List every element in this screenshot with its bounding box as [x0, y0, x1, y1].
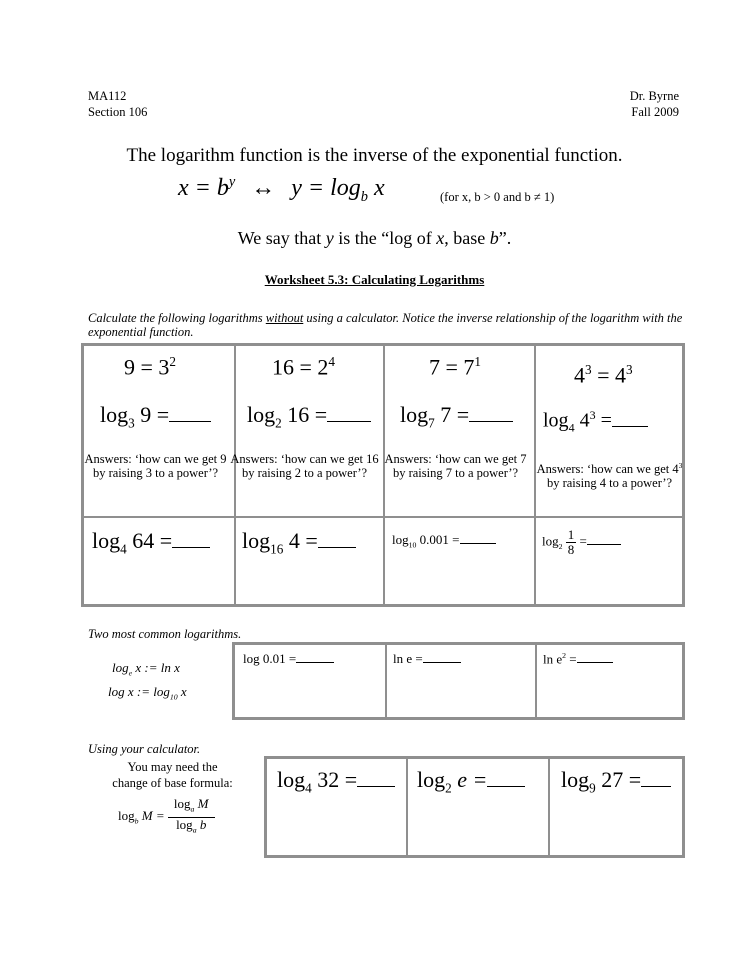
log-question-6	[242, 528, 356, 557]
term: Fall 2009	[631, 105, 679, 119]
common-log-question-3	[543, 651, 613, 667]
log-definition-sentence	[0, 228, 749, 249]
lq1-sub: 3	[128, 415, 135, 431]
cq1-sub: 4	[305, 780, 312, 796]
log-question-5	[92, 528, 210, 557]
calc-question-3	[561, 767, 671, 796]
common-log-definition	[108, 684, 187, 702]
answer-blank[interactable]	[357, 786, 395, 787]
exp3-sup: 1	[474, 354, 482, 369]
answer-blank[interactable]	[318, 547, 356, 548]
log-question-7	[392, 532, 496, 550]
formula-right-base: b	[360, 188, 368, 205]
lq6-sub: 16	[270, 541, 284, 557]
exp-equation-3	[429, 354, 481, 380]
exp4-base: 4	[574, 362, 585, 388]
cq2-arg: e =	[451, 767, 488, 792]
lq4-tail: =	[595, 409, 612, 432]
common-logs-label: Two most common logarithms.	[88, 627, 242, 641]
formula-right: y = log	[291, 175, 361, 201]
def2-pre: log x := log	[108, 684, 170, 699]
hint-1: Answers: ‘how can we get 9 by raising 3 to a power’?	[84, 452, 227, 480]
log-question-8	[542, 528, 621, 557]
answer-blank[interactable]	[587, 544, 621, 545]
exp4-mid: = 4	[591, 362, 627, 388]
natural-log-definition	[112, 660, 180, 678]
hint-4	[532, 459, 687, 490]
instructions	[88, 311, 683, 339]
lq4-sub: 4	[568, 420, 575, 435]
say-x: x	[436, 228, 445, 248]
exp-equation-1	[124, 354, 176, 380]
equivalence-arrow: ↔	[251, 175, 276, 201]
cb-num-post: M	[194, 796, 209, 811]
formula-left-exponent: y	[228, 174, 236, 190]
cq3-sub: 9	[589, 780, 596, 796]
cb-lhs-pre: log	[118, 808, 135, 824]
lq2-sub: 2	[275, 415, 282, 431]
domain-condition: (for x, b > 0 and b ≠ 1)	[440, 190, 555, 204]
cl1-text: log 0.01 =	[243, 651, 297, 666]
cq1-pre: log	[277, 767, 306, 792]
exp2-sup: 4	[328, 354, 336, 369]
cq1-arg: 32 =	[311, 767, 358, 792]
formula-right-arg: x	[367, 175, 385, 201]
cq2-pre: log	[417, 767, 446, 792]
lq4-pre: log	[543, 409, 569, 432]
calc-question-1	[277, 767, 395, 796]
hint-2: Answers: ‘how can we get 16 by raising 2 to a power’?	[230, 452, 379, 480]
fraction-one-eighth	[566, 528, 577, 557]
lq3-sub: 7	[428, 415, 435, 431]
lq7-sub: 10	[408, 540, 417, 550]
cq3-arg: 27 =	[595, 767, 642, 792]
calc-question-2	[417, 767, 525, 796]
common-logs-table	[232, 642, 685, 720]
cl3-pre: ln e	[543, 651, 563, 667]
calculator-table	[264, 756, 685, 858]
def1-sub: e	[128, 668, 133, 678]
common-log-question-1	[243, 651, 334, 667]
lq3-pre: log	[400, 402, 429, 427]
lq5-pre: log	[92, 528, 121, 553]
intro-statement: The logarithm function is the inverse of the exponential function.	[126, 145, 623, 166]
cl3-tail: =	[566, 651, 577, 667]
say-y: y	[325, 228, 334, 248]
common-log-question-2	[393, 651, 461, 667]
change-of-base-note-1: You may need the	[127, 760, 218, 774]
exp2-base: 16 = 2	[272, 354, 329, 380]
hint4-post: by raising 4 to a power’?	[546, 476, 673, 491]
answer-blank[interactable]	[327, 421, 371, 422]
def2-post: x	[177, 684, 187, 699]
lq2-pre: log	[247, 402, 276, 427]
cq3-pre: log	[561, 767, 590, 792]
change-of-base-note-2: change of base formula:	[112, 776, 233, 790]
hint4-sup: 3	[678, 461, 683, 470]
lq7-pre: log	[392, 532, 409, 547]
lq5-sub: 4	[120, 541, 127, 557]
instructions-part1: Calculate the following logarithms	[88, 311, 266, 325]
inverse-formula	[178, 174, 385, 206]
instructor-name: Dr. Byrne	[629, 89, 679, 103]
log-question-3	[400, 402, 513, 431]
answer-blank[interactable]	[469, 421, 513, 422]
answer-blank[interactable]	[641, 786, 671, 787]
answer-blank[interactable]	[612, 426, 648, 427]
exp-equation-2	[272, 354, 335, 380]
say-base: , base	[444, 228, 490, 248]
cl3-sup: 2	[562, 651, 567, 660]
formula-left: x = b	[178, 175, 229, 201]
exp1-sup: 2	[169, 354, 177, 369]
lq7-arg: 0.001 =	[416, 532, 460, 547]
exp1-base: 9 = 3	[124, 354, 170, 380]
log-question-4	[543, 408, 648, 436]
lq1-arg: 9 =	[134, 402, 170, 427]
course-code: MA112	[88, 89, 127, 103]
lq2-arg: 16 =	[281, 402, 328, 427]
say-prefix: We say that	[237, 228, 326, 248]
answer-blank[interactable]	[577, 662, 613, 663]
lq6-pre: log	[242, 528, 271, 553]
logarithm-table	[81, 343, 685, 607]
lq5-arg: 64 =	[126, 528, 173, 553]
cb-den-pre: log	[176, 816, 193, 832]
log-question-1	[100, 402, 211, 431]
lq6-arg: 4 =	[283, 528, 318, 553]
cb-num-sub: a	[190, 804, 195, 814]
say-mid: is the “log of	[333, 228, 437, 248]
lq8-pre: log	[542, 533, 559, 549]
section-number: Section 106	[88, 105, 148, 119]
cb-lhs-post: M =	[138, 808, 165, 824]
lq3-arg: 7 =	[434, 402, 470, 427]
def2-sub: 10	[169, 692, 178, 702]
instructions-emphasis: without	[265, 311, 304, 325]
hint-3: Answers: ‘how can we get 7 by raising 7 to a power’?	[384, 452, 527, 480]
lq8-den: 8	[567, 542, 575, 557]
answer-blank[interactable]	[172, 547, 210, 548]
hint4-pre: Answers: ‘how can we get 4	[536, 462, 679, 477]
lq1-pre: log	[100, 402, 129, 427]
answer-blank[interactable]	[460, 543, 496, 544]
say-b: b	[489, 228, 499, 248]
lq8-tail: =	[576, 533, 587, 549]
lq4-sup: 3	[589, 408, 596, 422]
lq4-arg: 4	[574, 409, 590, 432]
worksheet-title: Worksheet 5.3: Calculating Logarithms	[264, 272, 485, 287]
change-of-base-fraction	[168, 797, 215, 837]
cb-num-pre: log	[173, 796, 191, 811]
exp4-sup-a: 3	[585, 362, 592, 377]
cb-lhs-sub: b	[134, 816, 139, 826]
lq8-sub: 2	[558, 542, 563, 552]
instructions-part2: using a calculator. Notice the inverse relationship of the logarithm with the exponential function.	[88, 311, 683, 339]
answer-blank[interactable]	[487, 786, 525, 787]
exp-equation-4	[574, 362, 633, 388]
change-of-base-formula	[118, 797, 215, 837]
answer-blank[interactable]	[423, 662, 461, 663]
answer-blank[interactable]	[169, 421, 211, 422]
def1-pre: log	[112, 660, 129, 675]
log-question-2	[247, 402, 371, 431]
lq8-num: 1	[567, 527, 575, 542]
say-end: ”.	[498, 228, 512, 248]
cb-den-post: b	[196, 816, 207, 832]
cq2-sub: 2	[445, 780, 452, 796]
answer-blank[interactable]	[296, 662, 334, 663]
cl2-text: ln e =	[393, 651, 423, 666]
def1-post: x := ln x	[132, 660, 180, 675]
exp4-sup: 3	[626, 362, 633, 377]
calculator-label: Using your calculator.	[88, 742, 201, 756]
cb-den-sub: a	[192, 825, 197, 835]
exp3-base: 7 = 7	[429, 354, 475, 380]
